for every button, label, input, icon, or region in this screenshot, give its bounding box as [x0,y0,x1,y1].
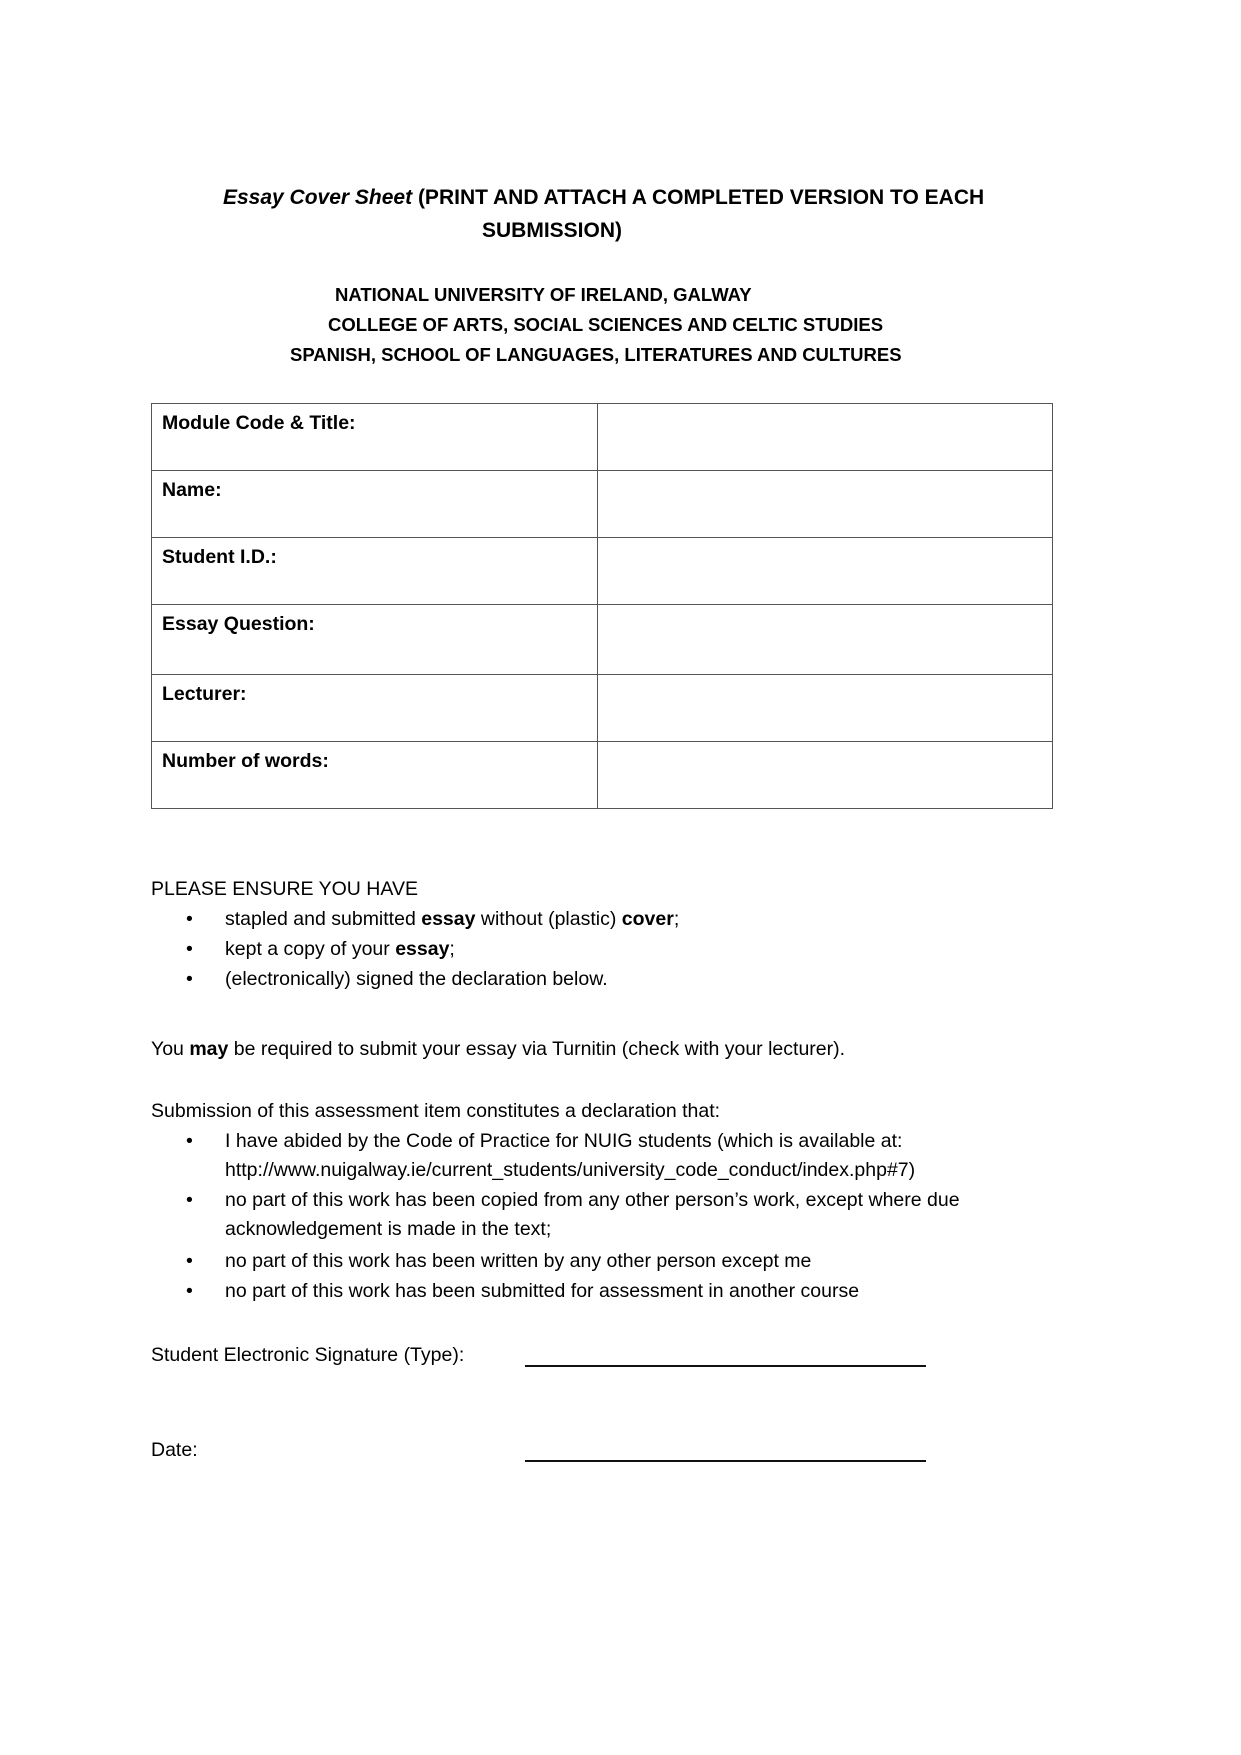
declaration-item: no part of this work has been submitted for assessment in another course [225,1280,860,1302]
declaration-item: no part of this work has been written by any other person except me [225,1250,812,1272]
checklist-item-text: kept a copy of your [225,938,396,960]
checklist-item-text: without (plastic) [475,908,622,930]
university-name: NATIONAL UNIVERSITY OF IRELAND, GALWAY [335,284,752,305]
bullet-icon: • [186,1280,193,1302]
table-row [152,471,1053,538]
bullet-icon: • [186,968,193,990]
name-label: Name: [152,471,598,538]
cover-sheet-table [151,403,1053,809]
lecturer-field[interactable] [597,675,1052,742]
college-name: COLLEGE OF ARTS, SOCIAL SCIENCES AND CELTIC STUDIES [328,314,884,335]
essay-question-label: Essay Question: [152,605,598,675]
bullet-icon: • [186,1130,193,1152]
table-row [152,538,1053,605]
declaration-item: I have abided by the Code of Practice for NUIG students (which is available at: [225,1130,903,1152]
title-line-2: SUBMISSION) [482,219,623,242]
table-row [152,742,1053,809]
student-id-field[interactable] [597,538,1052,605]
declaration-item-continued: acknowledgement is made in the text; [225,1218,552,1240]
word-count-label: Number of words: [152,742,598,809]
bullet-icon: • [186,938,193,960]
declaration-intro: Submission of this assessment item constitutes a declaration that: [151,1100,721,1122]
table-row [152,675,1053,742]
checklist-item [225,940,455,960]
page-title [223,187,984,208]
checklist-item-text: ; [449,938,455,960]
turnitin-note [151,1040,845,1060]
module-code-field[interactable] [597,404,1052,471]
signature-underline [525,1365,926,1367]
turnitin-note-text: You [151,1038,190,1060]
table-row [152,605,1053,675]
date-field[interactable] [527,1439,926,1459]
signature-field[interactable] [527,1344,926,1364]
student-id-label: Student I.D.: [152,538,598,605]
code-of-practice-link[interactable]: http://www.nuigalway.ie/current_students/university_code_conduct/index.php#7) [225,1159,916,1181]
date-underline [525,1460,926,1462]
checklist-item-bold: essay [421,908,476,930]
bullet-icon: • [186,908,193,930]
module-code-label: Module Code & Title: [152,404,598,471]
lecturer-label: Lecturer: [152,675,598,742]
turnitin-note-text: be required to submit your essay via Turnitin (check with your lecturer). [228,1038,846,1060]
checklist-heading: PLEASE ENSURE YOU HAVE [151,878,418,900]
title-instruction: (PRINT AND ATTACH A COMPLETED VERSION TO EACH [412,186,985,209]
word-count-field[interactable] [597,742,1052,809]
table-row [152,404,1053,471]
declaration-item: no part of this work has been copied from any other person’s work, except where due [225,1189,960,1211]
turnitin-note-bold: may [189,1038,229,1060]
checklist-item: (electronically) signed the declaration below. [225,968,608,990]
date-label: Date: [151,1439,198,1461]
checklist-item-bold: cover [621,908,674,930]
checklist-item-text: ; [673,908,680,930]
bullet-icon: • [186,1189,193,1211]
checklist-item-bold: essay [395,938,450,960]
title-italic: Essay Cover Sheet [223,186,413,209]
checklist-item-text: stapled and submitted [225,908,422,930]
essay-question-field[interactable] [597,605,1052,675]
checklist-item [225,910,679,930]
school-name: SPANISH, SCHOOL OF LANGUAGES, LITERATURES AND CULTURES [290,344,902,365]
signature-label: Student Electronic Signature (Type): [151,1344,465,1366]
bullet-icon: • [186,1250,193,1272]
name-field[interactable] [597,471,1052,538]
